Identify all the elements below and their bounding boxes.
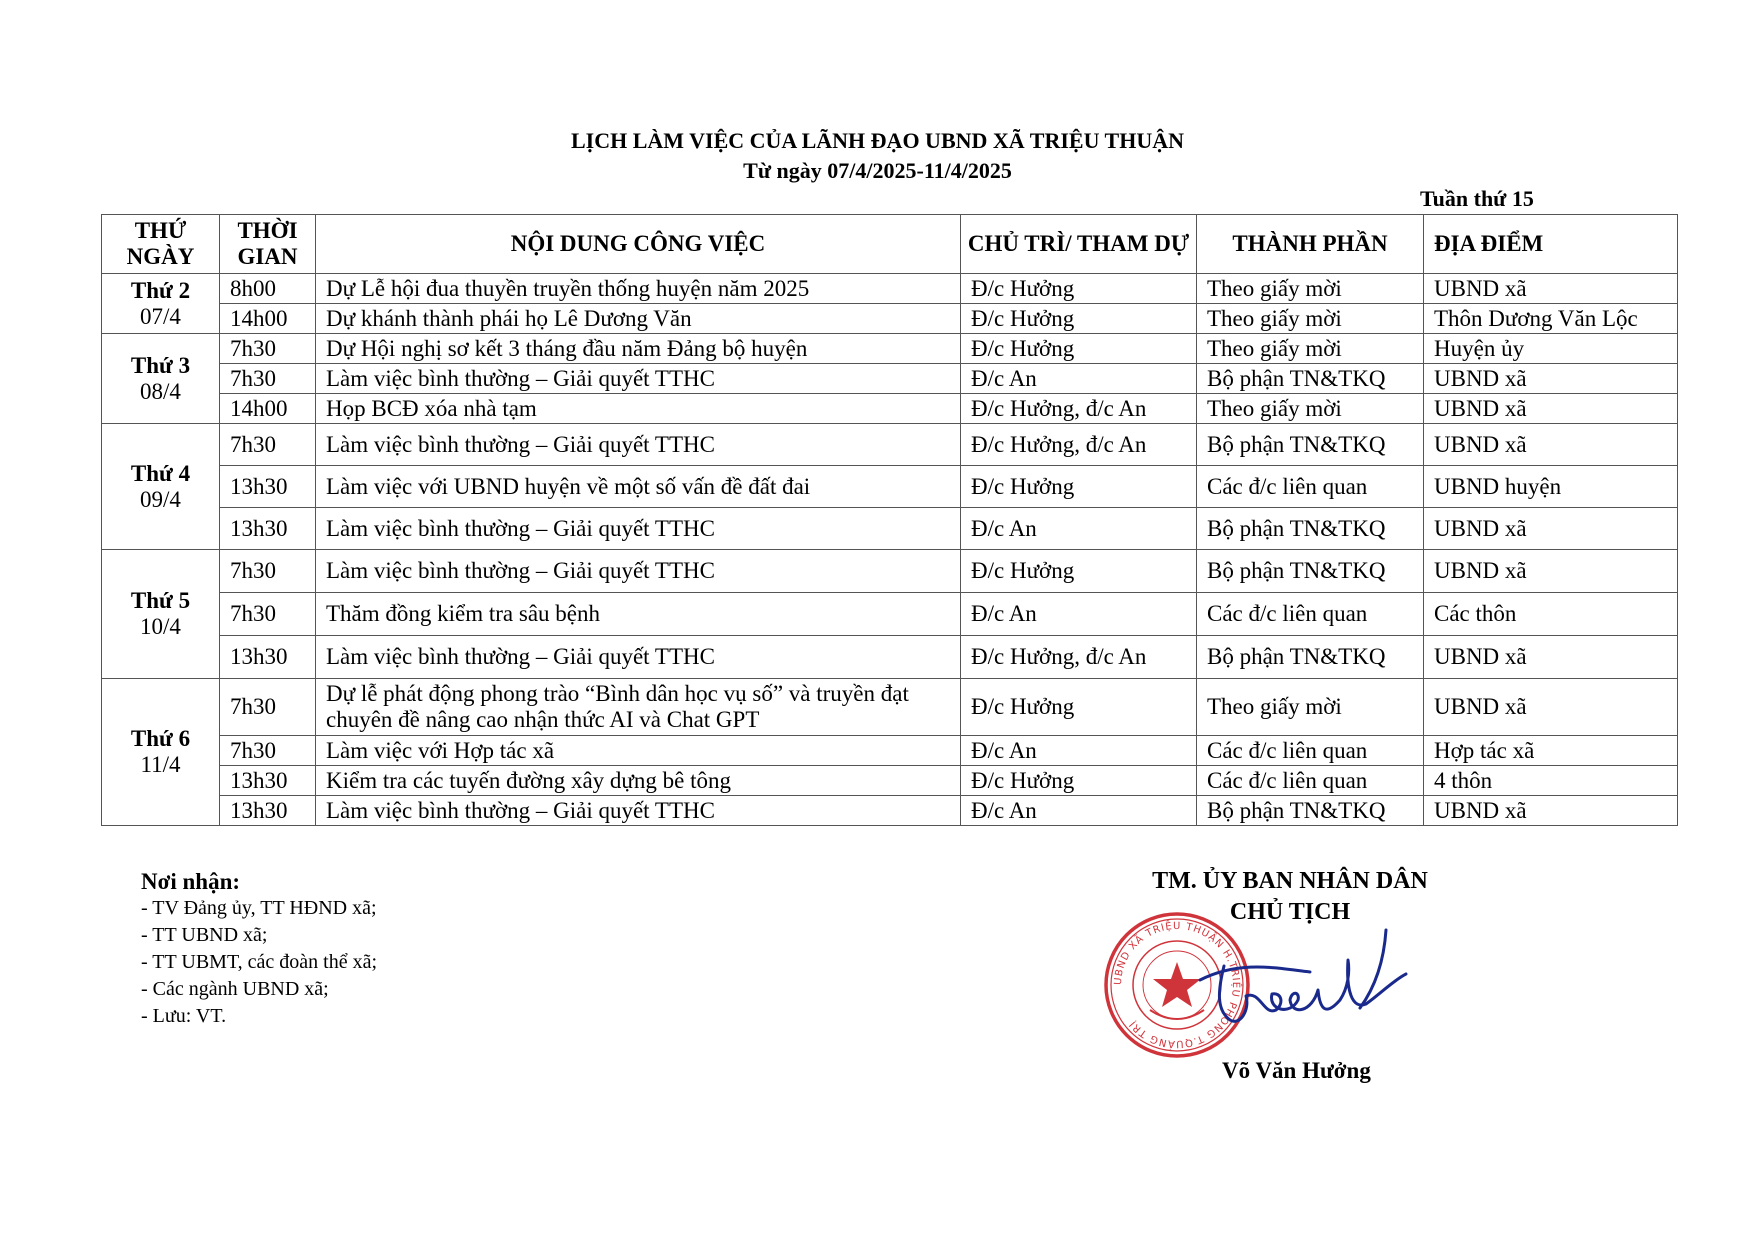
day-name: Thứ 3 xyxy=(130,352,191,378)
time-cell: 8h00 xyxy=(220,274,316,304)
members-cell: Bộ phận TN&TKQ xyxy=(1197,364,1424,394)
table-row xyxy=(102,636,1678,679)
content-cell: Dự Lễ hội đua thuyền truyền thống huyện năm 2025 xyxy=(316,274,961,304)
place-cell: Thôn Dương Văn Lộc xyxy=(1424,304,1678,334)
chair-cell: Đ/c Hưởng xyxy=(961,550,1197,593)
members-cell: Bộ phận TN&TKQ xyxy=(1197,796,1424,826)
time-cell: 14h00 xyxy=(220,304,316,334)
day-date: 09/4 xyxy=(140,486,181,512)
chair-cell: Đ/c Hưởng xyxy=(961,304,1197,334)
chair-cell: Đ/c An xyxy=(961,364,1197,394)
place-cell: UBND xã xyxy=(1424,364,1678,394)
day-name: Thứ 2 xyxy=(130,277,191,303)
table-row xyxy=(102,304,1678,334)
place-cell: UBND xã xyxy=(1424,796,1678,826)
place-cell: UBND xã xyxy=(1424,508,1678,550)
place-cell: UBND xã xyxy=(1424,394,1678,424)
day-date: 08/4 xyxy=(140,378,181,404)
members-cell: Theo giấy mời xyxy=(1197,304,1424,334)
document-title: LỊCH LÀM VIỆC CỦA LÃNH ĐẠO UBND XÃ TRIỆU THUẬN xyxy=(570,128,1185,153)
table-row xyxy=(102,736,1678,766)
chair-cell: Đ/c Hưởng, đ/c An xyxy=(961,424,1197,466)
table-header-row xyxy=(102,215,1678,274)
handwritten-signature xyxy=(1180,920,1420,1040)
members-cell: Các đ/c liên quan xyxy=(1197,736,1424,766)
signer-name: Võ Văn Hưởng xyxy=(1222,1058,1371,1083)
content-cell: Làm việc bình thường – Giải quyết TTHC xyxy=(316,550,961,593)
chair-cell: Đ/c Hưởng xyxy=(961,334,1197,364)
chair-cell: Đ/c An xyxy=(961,796,1197,826)
content-cell: Làm việc với Hợp tác xã xyxy=(316,736,961,766)
col-header-place: ĐỊA ĐIỂM xyxy=(1424,215,1678,274)
time-cell: 13h30 xyxy=(220,636,316,679)
place-cell: UBND xã xyxy=(1424,550,1678,593)
col-header-time: THỜI GIAN xyxy=(220,215,316,274)
time-cell: 13h30 xyxy=(220,508,316,550)
table-row xyxy=(102,679,1678,736)
date-range: Từ ngày 07/4/2025-11/4/2025 xyxy=(743,158,1012,183)
members-cell: Bộ phận TN&TKQ xyxy=(1197,424,1424,466)
time-cell: 7h30 xyxy=(220,424,316,466)
seal-text: UBND XÃ TRIỆU THUẬN H.TRIỆU PHONG T.QUẢNG TRỊ xyxy=(1112,920,1242,1050)
recipients-block xyxy=(141,868,377,1030)
table-row xyxy=(102,466,1678,508)
chair-cell: Đ/c An xyxy=(961,593,1197,636)
week-number: Tuần thứ 15 xyxy=(1420,186,1534,211)
table-row xyxy=(102,394,1678,424)
schedule-table xyxy=(101,214,1678,826)
members-cell: Các đ/c liên quan xyxy=(1197,766,1424,796)
chair-cell: Đ/c Hưởng, đ/c An xyxy=(961,394,1197,424)
content-cell: Dự lễ phát động phong trào “Bình dân học vụ số” và truyền đạt chuyên đề nâng cao nhận thức AI và Chat GPT xyxy=(316,679,961,736)
members-cell: Bộ phận TN&TKQ xyxy=(1197,550,1424,593)
table-row xyxy=(102,274,1678,304)
table-row xyxy=(102,424,1678,466)
content-cell: Làm việc với UBND huyện về một số vấn đề đất đai xyxy=(316,466,961,508)
day-cell xyxy=(102,550,220,679)
members-cell: Bộ phận TN&TKQ xyxy=(1197,508,1424,550)
place-cell: UBND xã xyxy=(1424,636,1678,679)
day-name: Thứ 5 xyxy=(130,588,191,613)
recipient-item: - TV Đảng ủy, TT HĐND xã; xyxy=(141,897,377,919)
recipient-item: - Các ngành UBND xã; xyxy=(141,978,329,1000)
content-cell: Làm việc bình thường – Giải quyết TTHC xyxy=(316,364,961,394)
time-cell: 13h30 xyxy=(220,766,316,796)
content-cell: Dự Hội nghị sơ kết 3 tháng đầu năm Đảng bộ huyện xyxy=(316,334,961,364)
content-cell: Làm việc bình thường – Giải quyết TTHC xyxy=(316,796,961,826)
col-header-day: THỨ NGÀY xyxy=(102,215,220,274)
day-name: Thứ 4 xyxy=(130,460,191,486)
table-row xyxy=(102,766,1678,796)
chair-cell: Đ/c An xyxy=(961,736,1197,766)
members-cell: Các đ/c liên quan xyxy=(1197,593,1424,636)
content-cell: Làm việc bình thường – Giải quyết TTHC xyxy=(316,508,961,550)
members-cell: Bộ phận TN&TKQ xyxy=(1197,636,1424,679)
time-cell: 13h30 xyxy=(220,466,316,508)
chair-cell: Đ/c Hưởng xyxy=(961,466,1197,508)
time-cell: 7h30 xyxy=(220,593,316,636)
members-cell: Theo giấy mời xyxy=(1197,394,1424,424)
table-row xyxy=(102,593,1678,636)
table-row xyxy=(102,550,1678,593)
members-cell: Theo giấy mời xyxy=(1197,334,1424,364)
time-cell: 7h30 xyxy=(220,334,316,364)
day-cell xyxy=(102,424,220,550)
time-cell: 7h30 xyxy=(220,364,316,394)
place-cell: Hợp tác xã xyxy=(1424,736,1678,766)
col-header-members: THÀNH PHẦN xyxy=(1197,215,1424,274)
table-row xyxy=(102,508,1678,550)
chair-cell: Đ/c Hưởng xyxy=(961,274,1197,304)
chair-cell: Đ/c Hưởng xyxy=(961,679,1197,736)
content-cell: Làm việc bình thường – Giải quyết TTHC xyxy=(316,424,961,466)
col-header-content: NỘI DUNG CÔNG VIỆC xyxy=(316,215,961,274)
place-cell: 4 thôn xyxy=(1424,766,1678,796)
place-cell: UBND huyện xyxy=(1424,466,1678,508)
chair-cell: Đ/c Hưởng, đ/c An xyxy=(961,636,1197,679)
time-cell: 14h00 xyxy=(220,394,316,424)
day-date: 11/4 xyxy=(140,752,181,777)
recipient-item: - TT UBND xã; xyxy=(141,924,268,946)
chair-cell: Đ/c An xyxy=(961,508,1197,550)
day-cell xyxy=(102,334,220,424)
content-cell: Thăm đồng kiểm tra sâu bệnh xyxy=(316,593,961,636)
table-row xyxy=(102,796,1678,826)
day-cell xyxy=(102,679,220,826)
recipients-title: Nơi nhận: xyxy=(141,869,241,894)
table-row xyxy=(102,364,1678,394)
place-cell: UBND xã xyxy=(1424,679,1678,736)
content-cell: Làm việc bình thường – Giải quyết TTHC xyxy=(316,636,961,679)
content-cell: Dự khánh thành phái họ Lê Dương Văn xyxy=(316,304,961,334)
content-cell: Họp BCĐ xóa nhà tạm xyxy=(316,394,961,424)
chair-cell: Đ/c Hưởng xyxy=(961,766,1197,796)
recipient-item: - Lưu: VT. xyxy=(141,1005,227,1027)
place-cell: UBND xã xyxy=(1424,424,1678,466)
members-cell: Theo giấy mời xyxy=(1197,679,1424,736)
place-cell: Các thôn xyxy=(1424,593,1678,636)
place-cell: Huyện ủy xyxy=(1424,334,1678,364)
col-header-chair: CHỦ TRÌ/ THAM DỰ xyxy=(961,215,1197,274)
time-cell: 7h30 xyxy=(220,679,316,736)
time-cell: 7h30 xyxy=(220,550,316,593)
members-cell: Các đ/c liên quan xyxy=(1197,466,1424,508)
day-date: 10/4 xyxy=(140,614,181,639)
day-date: 07/4 xyxy=(140,303,181,329)
recipient-item: - TT UBMT, các đoàn thể xã; xyxy=(141,951,378,973)
signer-org: TM. ỦY BAN NHÂN DÂN xyxy=(1152,868,1428,894)
content-cell: Kiểm tra các tuyến đường xây dựng bê tông xyxy=(316,766,961,796)
table-row xyxy=(102,334,1678,364)
day-cell xyxy=(102,274,220,334)
time-cell: 13h30 xyxy=(220,796,316,826)
day-name: Thứ 6 xyxy=(130,726,191,751)
signer-position: CHỦ TỊCH xyxy=(1229,899,1351,925)
place-cell: UBND xã xyxy=(1424,274,1678,304)
members-cell: Theo giấy mời xyxy=(1197,274,1424,304)
time-cell: 7h30 xyxy=(220,736,316,766)
